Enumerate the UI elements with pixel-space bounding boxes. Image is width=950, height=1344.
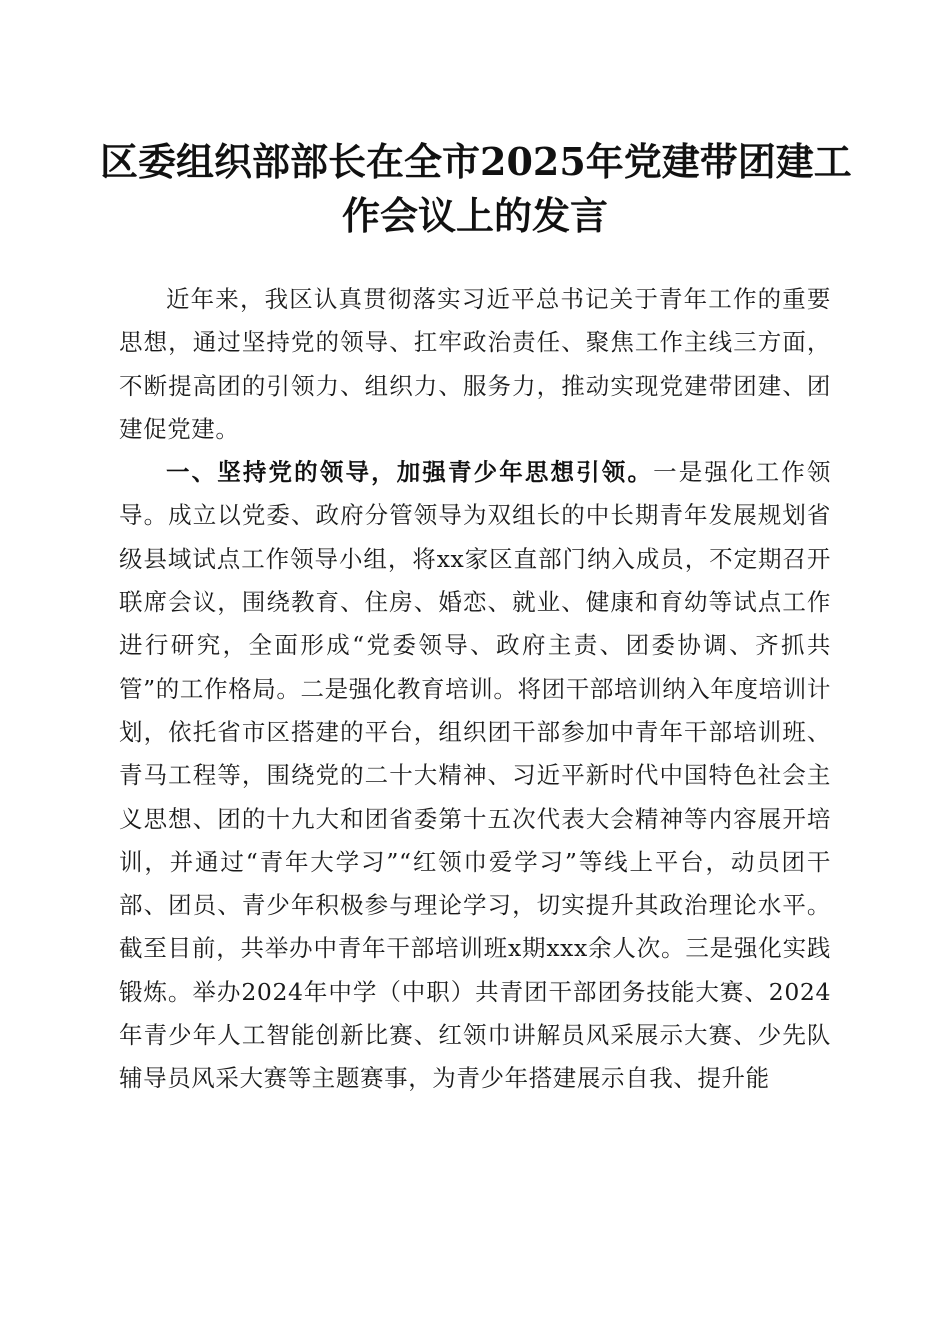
title-line-1: 区委组织部部长在全市2025年党建带团建工 — [100, 139, 852, 184]
section-one-paragraph — [119, 451, 831, 1100]
document-title — [100, 135, 850, 243]
section-one-body: 一是强化工作领导。成立以党委、政府分管领导为双组长的中长期青年发展规划省级县域试点工作领导小组，将xx家区直部门纳入成员，不定期召开联席会议，围绕教育、住房、婚恋、就业、健康和育幼等试点工作进行研究，全面形成“党委领导、政府主责、团委协调、齐抓共管”的工作格局。二是强化教育培训。将团干部培训纳入年度培训计划，依托省市区搭建的平台，组织团干部参加中青年干部培训班、青马工程等，围绕党的二十大精神、习近平新时代中国特色社会主义思想、团的十九大和团省委第十五次代表大会精神等内容展开培训，并通过“青年大学习”“红领巾爱学习”等线上平台，动员团干部、团员、青少年积极参与理论学习，切实提升其政治理论水平。截至目前，共举办中青年干部培训班x期xxx余人次。三是强化实践锻炼。举办2024年中学（中职）共青团干部团务技能大赛、2024年青少年人工智能创新比赛、红领巾讲解员风采展示大赛、少先队辅导员风采大赛等主题赛事，为青少年搭建展示自我、提升能 — [119, 458, 831, 1093]
intro-paragraph: 近年来，我区认真贯彻落实习近平总书记关于青年工作的重要思想，通过坚持党的领导、扛牢政治责任、聚焦工作主线三方面，不断提高团的引领力、组织力、服务力，推动实现党建带团建、团建促党建。 — [119, 285, 831, 443]
title-line-2: 作会议上的发言 — [341, 193, 608, 238]
section-one-heading: 一、坚持党的领导，加强青少年思想引领。 — [166, 458, 654, 487]
document-body — [119, 278, 831, 1101]
